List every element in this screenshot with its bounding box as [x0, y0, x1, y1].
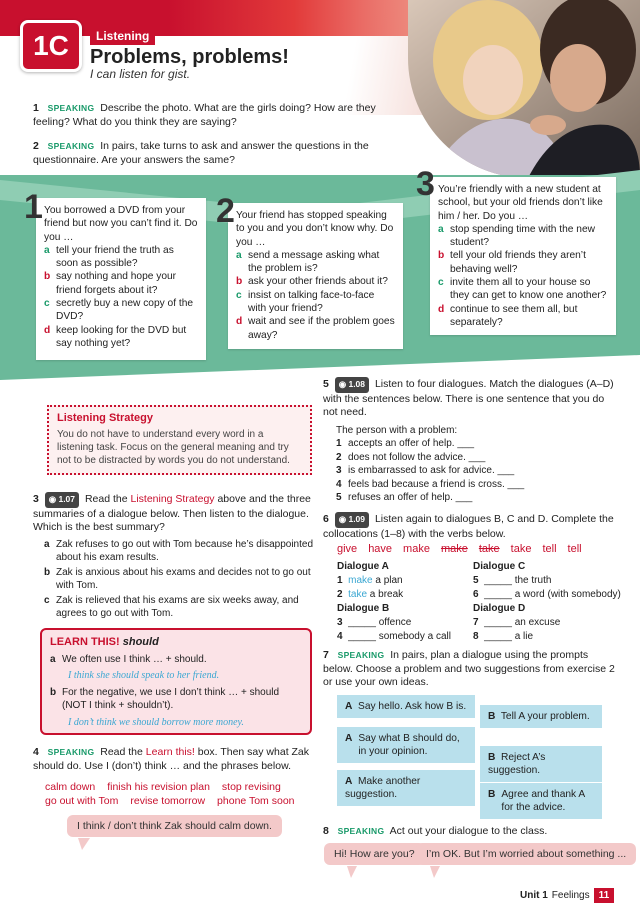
prompt-a1: A Say hello. Ask how B is. — [337, 695, 475, 718]
exercise-7: 7 SPEAKING In pairs, plan a dialogue using the prompts below. Choose a problem and two suggestions from exercise 2 or use your own ideas. — [323, 649, 615, 688]
rule-b: b For the negative, we use I don’t think … + should — [50, 687, 280, 698]
exercise-instruction: Describe the photo. What are the girls doing? How are they feeling? What do you think they are saying? — [33, 102, 376, 128]
question-text: Your friend has stopped speaking to you and you don’t know why. Do you … — [236, 210, 394, 248]
summary-list — [44, 538, 316, 620]
questionnaire-card-2 — [228, 203, 403, 349]
list-item: b Zak is anxious about his exams and decides not to go out with Tom. — [44, 567, 311, 591]
list-item: 5 _____ the truth — [473, 575, 552, 586]
strategy-title: Listening Strategy — [57, 412, 153, 424]
listening-strategy-box — [47, 405, 312, 475]
speech-bubble: I think / don’t think Zak should calm down. — [67, 815, 282, 837]
list-item: 8 _____ a lie — [473, 631, 534, 642]
list-item: 5 refuses an offer of help. ___ — [336, 492, 473, 504]
question-text: You borrowed a DVD from your friend but now you can’t find it. Do you … — [44, 205, 198, 243]
list-intro: The person with a problem: — [336, 425, 458, 436]
dialogue-c-d-column: Dialogue C 5 _____ the truth 6 _____ a word (with somebody) Dialogue D 7 _____ an excuse 8 _____ a lie — [473, 560, 623, 644]
bubble-tail — [430, 866, 442, 878]
question-number: 3 — [416, 165, 435, 203]
option-item: a stop spending time with the new student? — [438, 223, 595, 249]
example-a: I think she should speak to her friend. — [68, 670, 220, 681]
unit-badge: 1C — [20, 20, 82, 72]
page-title: Problems, problems! — [90, 46, 289, 68]
verb-bank: give have make make take take tell tell — [337, 543, 582, 555]
audio-track-icon[interactable]: ◉ 1.09 — [335, 512, 369, 528]
exercise-5: 5 ◉ 1.08 Listen to four dialogues. Match the dialogues (A–D) with the sentences below. There is one sentence that you do not need. — [323, 378, 614, 418]
audio-track-icon[interactable]: ◉ 1.07 — [45, 492, 79, 508]
option-item: b tell your old friends they aren’t behaving well? — [438, 250, 586, 275]
rule-b-not: (NOT I think + shouldn’t). — [62, 700, 174, 711]
exercise-number: 2 — [33, 140, 39, 152]
option-list — [44, 244, 198, 350]
questionnaire-card-1 — [36, 198, 206, 360]
prompt-b2: B Reject A’s suggestion. — [480, 746, 602, 782]
exercise-3: 3 ◉ 1.07 Read the Listening Strategy above and the three summaries of a dialogue below. Then listen to the dialogue. Which is the best summary? — [33, 493, 311, 533]
strategy-link: Listening Strategy — [130, 493, 215, 505]
option-list — [236, 249, 395, 342]
option-item: c secretly buy a new copy of the DVD? — [44, 298, 194, 323]
list-item: 3 _____ offence — [337, 617, 412, 628]
list-item: 2 does not follow the advice. ___ — [336, 451, 486, 463]
list-item: 4 _____ somebody a call — [337, 631, 451, 642]
option-item: a send a message asking what the problem is? — [236, 249, 380, 275]
exercise-number: 1 — [33, 102, 39, 114]
phrase-list: calm down finish his revision plan stop revising go out with Tom revise tomorrow phone Tom soon — [45, 781, 295, 807]
speaking-label: SPEAKING — [47, 103, 95, 113]
page-footer: Unit 1 Feelings 11 — [520, 888, 614, 903]
list-item: c Zak is relieved that his exams are six weeks away, and agrees to go out with Tom. — [44, 595, 299, 619]
question-number: 1 — [24, 188, 43, 226]
exercise-8: 8 SPEAKING Act out your dialogue to the class. — [323, 825, 548, 837]
list-item: 1 accepts an offer of help. ___ — [336, 438, 475, 450]
list-item: 7 _____ an excuse — [473, 617, 561, 628]
list-item: a Zak refuses to go out with Tom because he’s disappointed about his exam results. — [44, 539, 314, 563]
section-tag: Listening — [90, 27, 155, 45]
dialogue-a-b-column: Dialogue A 1 make a plan 2 take a break Dialogue B 3 _____ offence 4 _____ somebody a call — [337, 560, 477, 644]
page-number: 11 — [594, 888, 615, 903]
speech-bubble: I’m OK. But I’m worried about something ... — [416, 843, 636, 865]
question-number: 2 — [216, 192, 235, 230]
list-item: 2 take a break — [337, 589, 404, 600]
rule-a: a We often use I think … + should. — [50, 654, 207, 665]
option-item: d wait and see if the problem goes away? — [236, 316, 395, 341]
option-item: d continue to see them all, but separately? — [438, 303, 578, 328]
list-item: 1 make a plan — [337, 575, 403, 586]
exercise-instruction: In pairs, take turns to ask and answer the questions in the questionnaire. Are your answers the same? — [33, 140, 369, 166]
option-list — [438, 223, 608, 329]
bubble-tail — [78, 838, 92, 850]
learn-this-box — [40, 628, 312, 735]
strategy-text: You do not have to understand every word in a listening task. Focus on the general meaning and try not to be distracted by words you do not understand. — [57, 429, 290, 466]
exercise-6: 6 ◉ 1.09 Listen again to dialogues B, C and D. Complete the collocations (1–8) with the verbs below. — [323, 513, 614, 540]
bubble-tail — [347, 866, 359, 878]
questionnaire-card-3 — [430, 177, 616, 335]
option-item: d keep looking for the DVD but say nothing yet? — [44, 324, 187, 349]
option-item: c insist on talking face-to-face with your friend? — [236, 289, 375, 315]
exercise-1 — [33, 102, 413, 129]
list-item: 4 feels bad because a friend is cross. ___ — [336, 478, 525, 490]
list-item: 6 _____ a word (with somebody) — [473, 589, 621, 600]
prompt-b1: B Tell A your problem. — [480, 705, 602, 728]
option-item: a tell your friend the truth as soon as possible? — [44, 244, 174, 270]
learn-title: LEARN THIS! should — [50, 636, 159, 648]
speaking-label: SPEAKING — [47, 141, 95, 151]
list-item: 3 is embarrassed to ask for advice. ___ — [336, 465, 515, 477]
example-b: I don’t think we should borrow more money. — [68, 717, 244, 728]
question-text: You’re friendly with a new student at school, but your old friends don’t like him / her. Do you … — [438, 184, 603, 222]
two-girls-photo — [408, 0, 640, 178]
page-subtitle: I can listen for gist. — [90, 67, 191, 81]
option-item: b ask your other friends about it? — [236, 276, 388, 288]
audio-track-icon[interactable]: ◉ 1.08 — [335, 377, 369, 393]
prompt-b3: B Agree and thank A for the advice. — [480, 783, 602, 819]
prompt-a3: A Make another suggestion. — [337, 770, 475, 806]
exercise-4: 4 SPEAKING Read the Learn this! box. Then say what Zak should do. Use I (don’t) think … and the phrases below. — [33, 746, 310, 772]
option-item: c invite them all to your house so they can get to know one another? — [438, 277, 607, 302]
exercise-2 — [33, 140, 373, 167]
speech-bubble: Hi! How are you? — [324, 843, 425, 865]
match-list — [336, 424, 616, 504]
option-item: b say nothing and hope your friend forgets about it? — [44, 271, 177, 296]
prompt-a2: A Say what B should do, in your opinion. — [337, 727, 475, 763]
